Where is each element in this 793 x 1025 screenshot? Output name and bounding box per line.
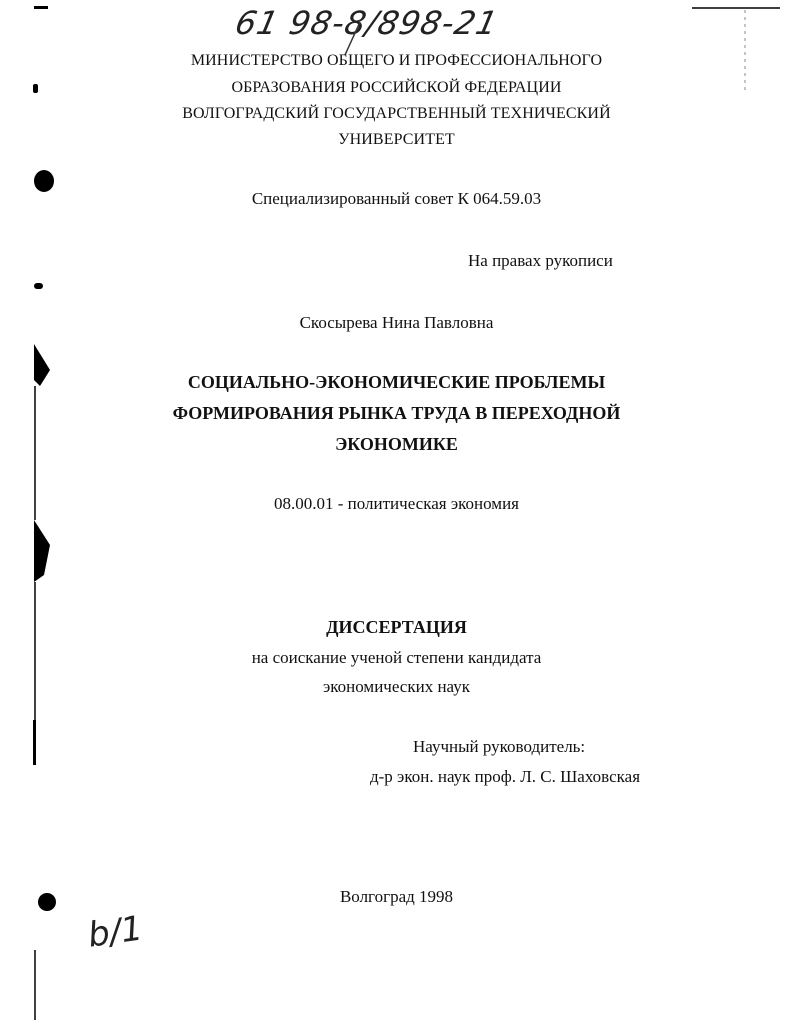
handwritten-archive-number: 61 98-8/898-21 — [231, 4, 502, 42]
author-name: Скосырева Нина Павловна — [299, 313, 494, 332]
supervisor-label: Научный руководитель: — [413, 737, 586, 756]
university-line-1: ВОЛГОГРАДСКИЙ ГОСУДАРСТВЕННЫЙ ТЕХНИЧЕСКИЙ — [182, 105, 611, 122]
supervisor-name: д-р экон. наук проф. Л. С. Шаховская — [370, 767, 641, 786]
dissertation-label: ДИССЕРТАЦИЯ — [326, 617, 467, 637]
thesis-title-line-3: ЭКОНОМИКЕ — [335, 434, 458, 454]
manuscript-note: На правах рукописи — [468, 251, 613, 270]
council-line: Специализированный совет К 064.59.03 — [251, 189, 542, 208]
thesis-title-line-2: ФОРМИРОВАНИЯ РЫНКА ТРУДА В ПЕРЕХОДНОЙ — [172, 403, 621, 423]
handwritten-margin-note: b/1 — [85, 908, 146, 956]
ministry-line-2: ОБРАЗОВАНИЯ РОССИЙСКОЙ ФЕДЕРАЦИИ — [231, 79, 562, 96]
degree-line-1: на соискание ученой степени кандидата — [251, 648, 542, 667]
ministry-line-1: МИНИСТЕРСТВО ОБЩЕГО И ПРОФЕССИОНАЛЬНОГО — [190, 52, 603, 69]
degree-line-2: экономических наук — [322, 677, 471, 696]
specialty-line: 08.00.01 - политическая экономия — [274, 494, 519, 513]
university-line-2: УНИВЕРСИТЕТ — [338, 131, 455, 148]
place-year: Волгоград 1998 — [339, 887, 454, 906]
thesis-title-line-1: СОЦИАЛЬНО-ЭКОНОМИЧЕСКИЕ ПРОБЛЕМЫ — [187, 372, 606, 392]
